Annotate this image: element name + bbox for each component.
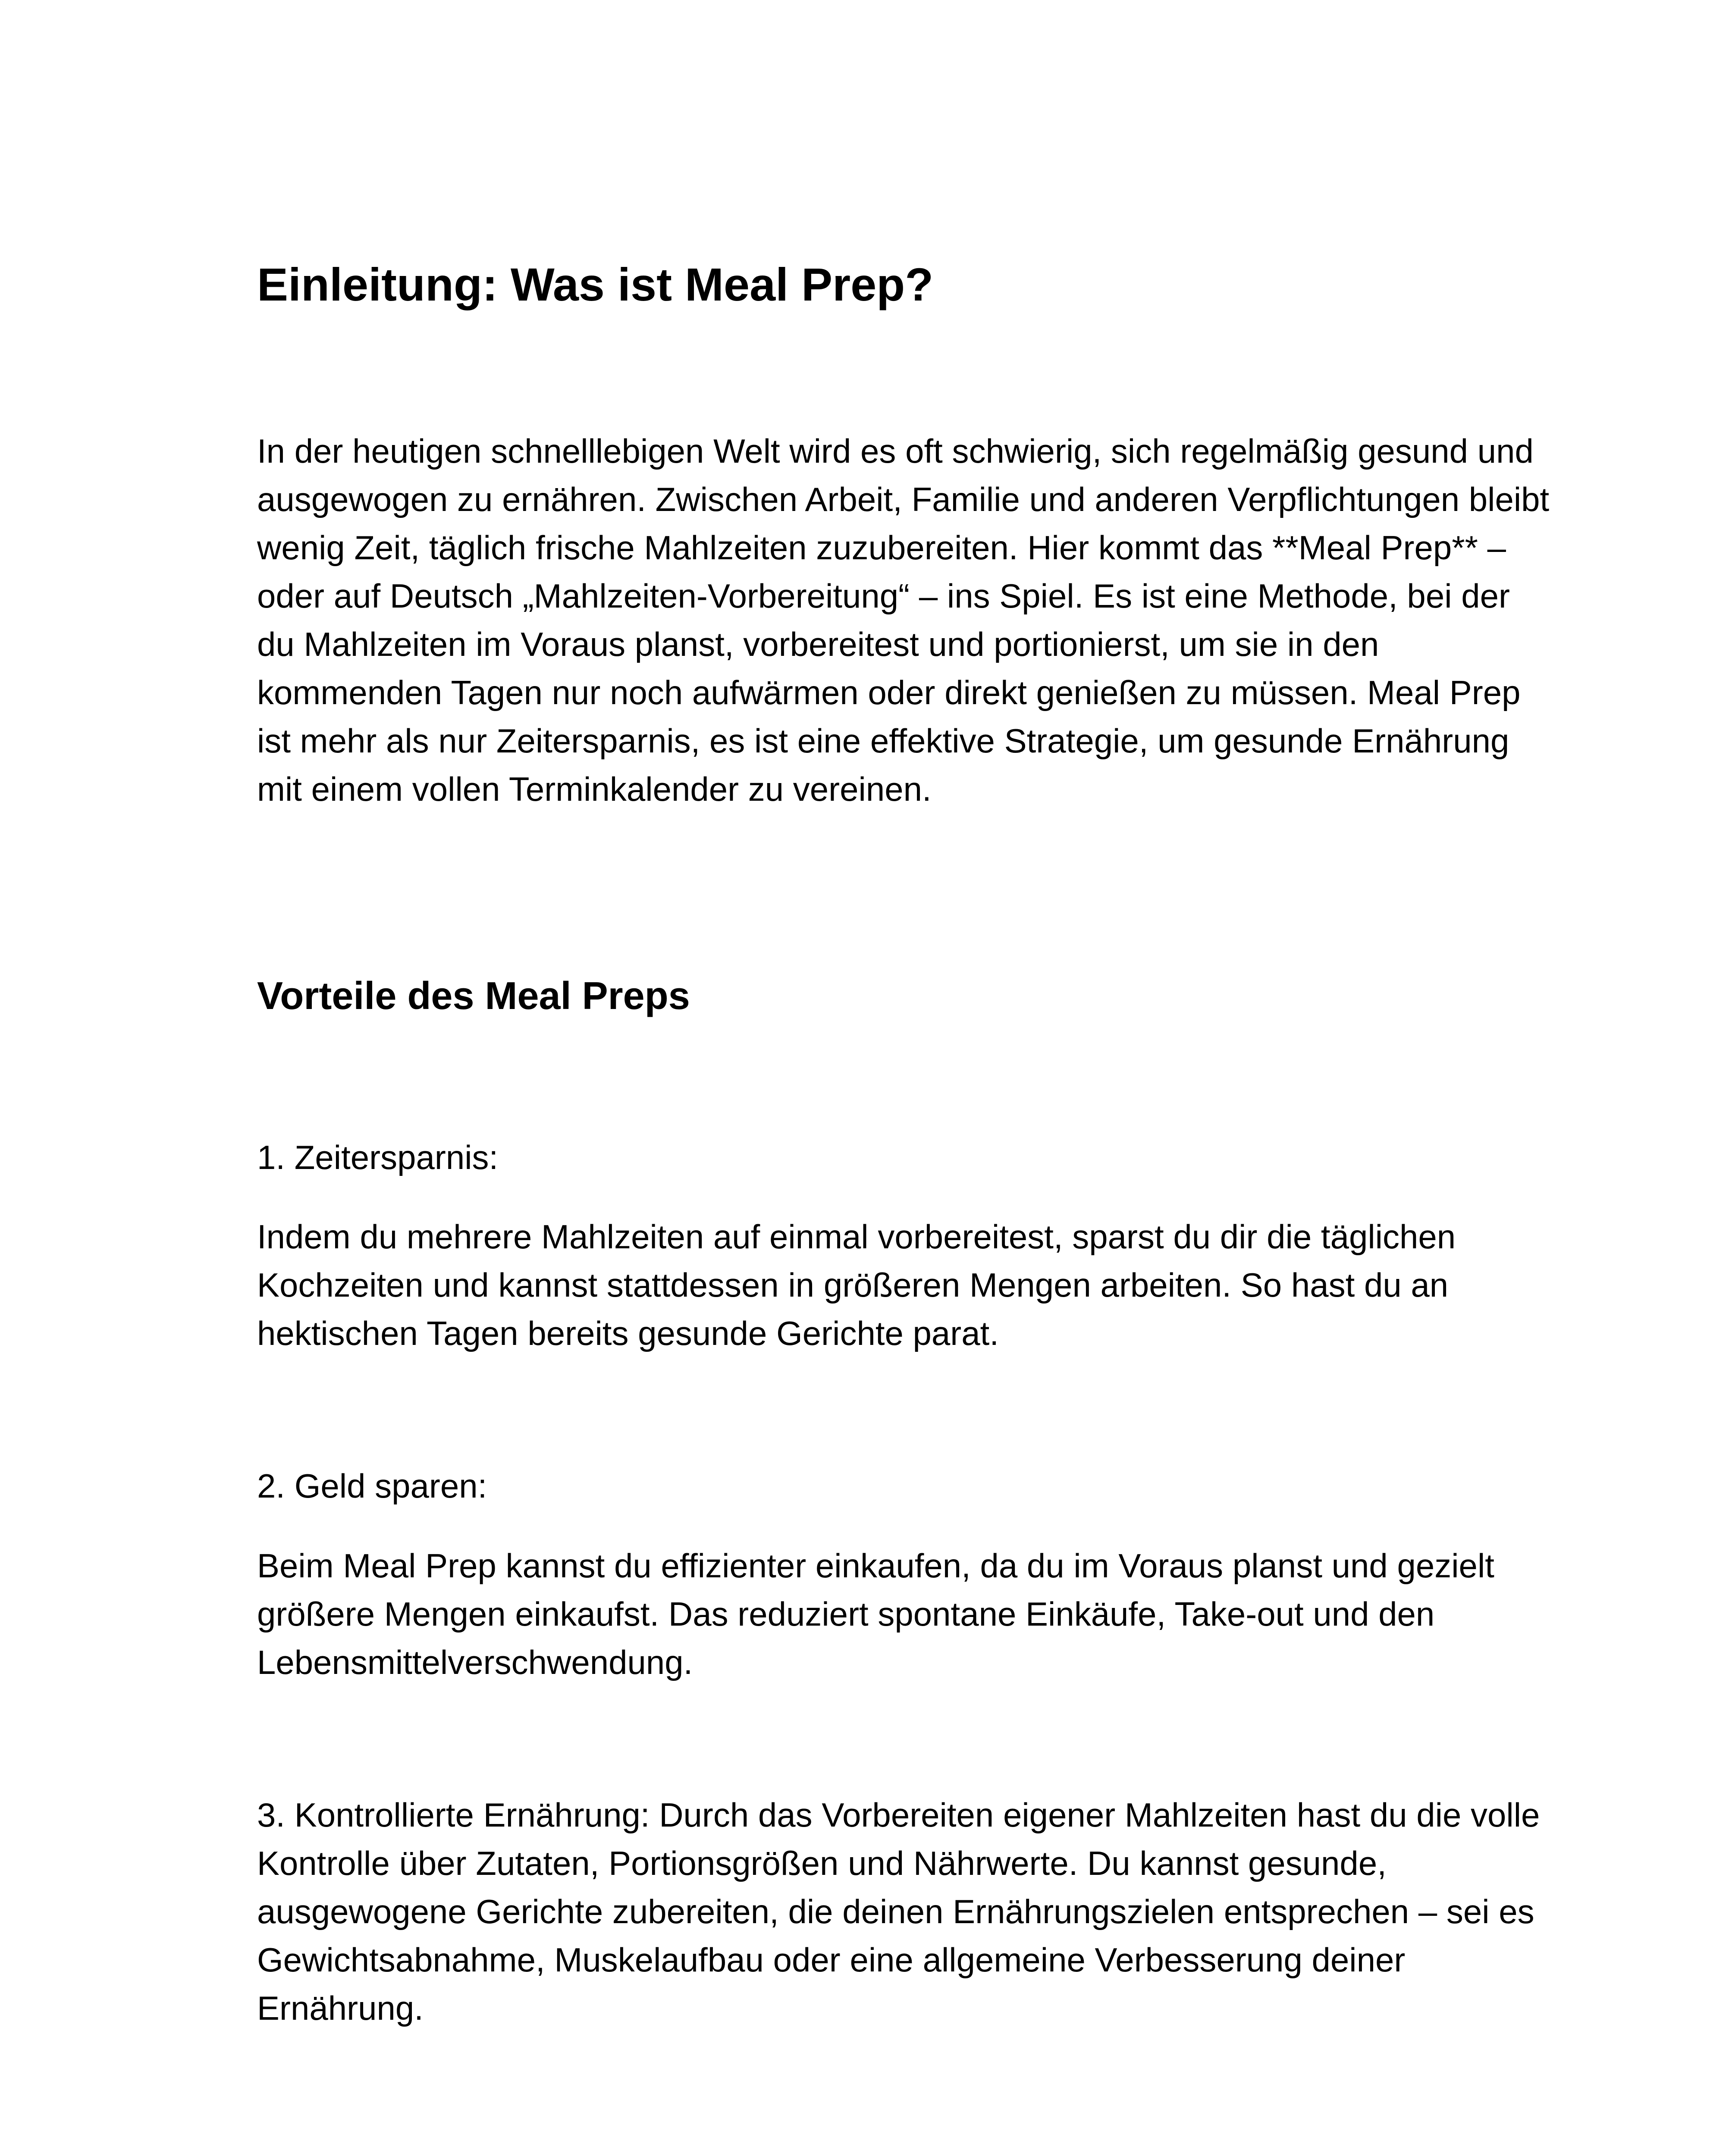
benefit-3-text: 3. Kontrollierte Ernährung: Durch das Vorbereiten eigener Mahlzeiten hast du die volle Kontrolle über Zutaten, Portionsgrößen und Nährwerte. Du kannst gesunde, ausgewogene Gerichte zubereiten, die deinen Ernährungszielen entsprechen – sei es Gewichtsabnahme, Muskelaufbau oder eine allgemeine Verbesserung deiner Ernährung.	[257, 1796, 1540, 2027]
section-heading: Vorteile des Meal Preps	[257, 975, 690, 1018]
intro-paragraph: In der heutigen schnelllebigen Welt wird es oft schwierig, sich regelmäßig gesund und ausgewogen zu ernähren. Zwischen Arbeit, Familie und anderen Verpflichtungen bleibt wenig Zeit, täglich frische Mahlzeiten zuzubereiten. Hier kommt das **Meal Prep** – oder auf Deutsch „Mahlzeiten-Vorbereitung“ – ins Spiel. Es ist eine Methode, bei der du Mahlzeiten im Voraus planst, vorbereitest und portionierst, um sie in den kommenden Tagen nur noch aufwärmen oder direkt genießen zu müssen. Meal Prep ist mehr als nur Zeitersparnis, es ist eine effektive Strategie, um gesunde Ernährung mit einem vollen Terminkalender zu vereinen.	[257, 432, 1550, 808]
benefit-2-title: 2. Geld sparen:	[257, 1467, 487, 1505]
benefit-1-title: 1. Zeitersparnis:	[257, 1138, 499, 1176]
benefit-2-text: Beim Meal Prep kannst du effizienter einkaufen, da du im Voraus planst und gezielt größere Mengen einkaufst. Das reduziert spontane Einkäufe, Take-out und den Lebensmittelverschwendung.	[257, 1547, 1494, 1681]
benefit-1-text: Indem du mehrere Mahlzeiten auf einmal vorbereitest, sparst du dir die täglichen Kochzeiten und kannst stattdessen in größeren Mengen arbeiten. So hast du an hektischen Tagen bereits gesunde Gerichte parat.	[257, 1218, 1456, 1352]
page-title: Einleitung: Was ist Meal Prep?	[257, 258, 934, 310]
